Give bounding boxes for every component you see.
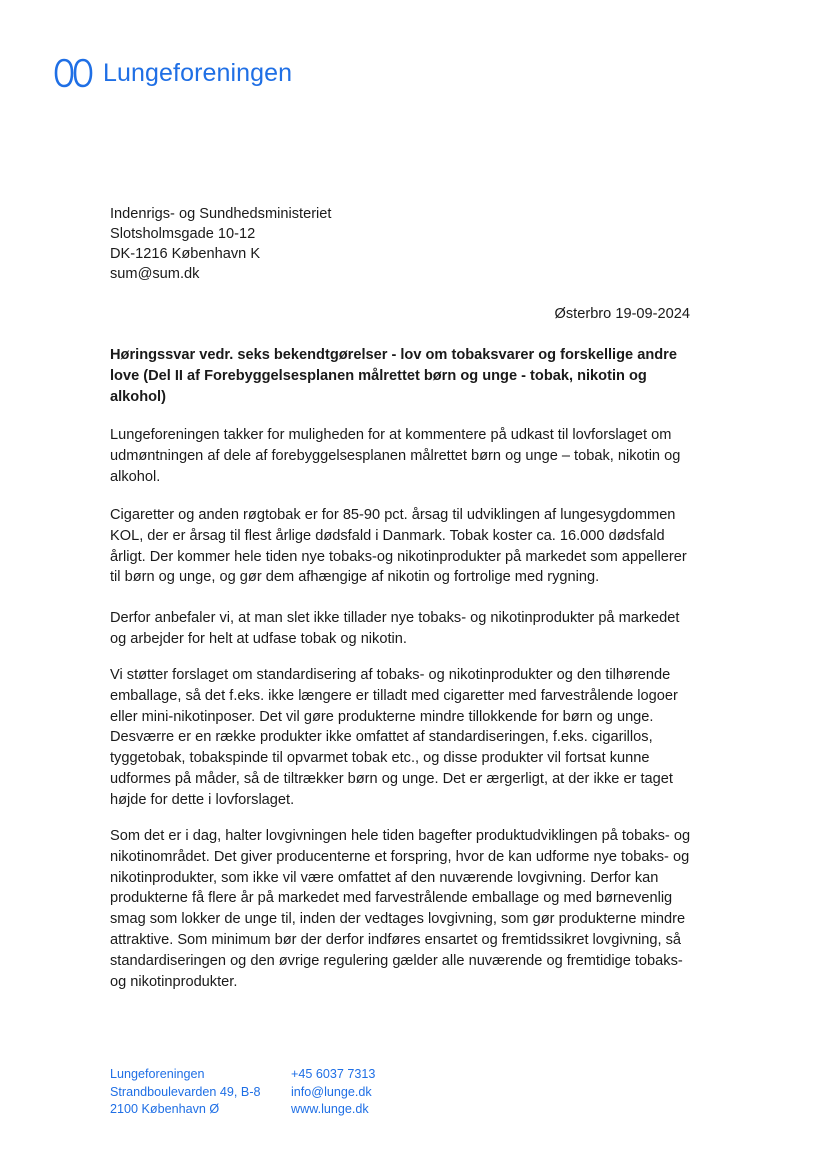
paragraph-line: smag som lokker de unge til, inden der vedtages lovgivning, som gør produkterne mindre (110, 911, 686, 928)
recipient-line: DK-1216 København K (110, 246, 261, 262)
paragraph-line: nikotinområdet. Det giver producenterne et forspring, hvor de kan udforme nye tobaks- og (110, 848, 690, 865)
paragraph-line: nikotinprodukter, som ikke vil være omfattet af den nuværende lovgivning. Derfor kan (110, 869, 659, 886)
paragraph-line: KOL, der er årsag til flest årlige dødsfald i Danmark. Tobak koster ca. 16.000 dødsfald (110, 527, 665, 544)
recipient-line: Slotsholmsgade 10-12 (110, 226, 256, 242)
footer-website[interactable]: www.lunge.dk (291, 1102, 369, 1116)
recipient-address (110, 204, 331, 284)
paragraph-line: Som det er i dag, halter lovgivningen hele tiden bagefter produktudviklingen på tobaks- og (110, 828, 691, 844)
paragraph-line: Vi støtter forslaget om standardisering af tobaks- og nikotinprodukter og den tilhørende (110, 667, 671, 683)
paragraph-line: udmøntningen af dele af forebyggelsesplanen målrettet børn og unge – tobak, nikotin og (110, 447, 681, 464)
logo (54, 58, 292, 88)
paragraph-3 (110, 608, 679, 650)
paragraph-line: standardiseringen og den øvrige regulering gælder alle nuværende og fremtidige tobaks- (110, 952, 683, 969)
paragraph-line: produkterne få flere år på markedet med farvestrålende emballage og med børnevenlig (110, 890, 673, 907)
recipient-line: Indenrigs- og Sundhedsministeriet (110, 206, 332, 222)
paragraph-line: alkohol. (110, 468, 161, 485)
recipient-email: sum@sum.dk (110, 266, 200, 282)
paragraph-2 (110, 505, 687, 588)
paragraph-line: Lungeforeningen takker for muligheden for at kommentere på udkast til lovforslaget om (110, 427, 672, 443)
paragraph-line: Desværre er en række produkter ikke omfattet af standardiseringen, f.eks. cigarillos, (110, 729, 653, 746)
paragraph-4 (110, 665, 678, 811)
paragraph-line: Cigaretter og anden røgtobak er for 85-90 pct. årsag til udviklingen af lungesygdommen (110, 507, 676, 523)
paragraph-line: tyggetobak, tobakspinde til opvarmet tobak etc., og disse produkter vil fortsat kunne (110, 750, 650, 767)
footer-city: 2100 København Ø (110, 1102, 220, 1116)
footer-contact (291, 1066, 375, 1119)
lung-logo-icon (54, 58, 93, 88)
footer-email[interactable]: info@lunge.dk (291, 1084, 372, 1099)
paragraph-line: emballage, så det f.eks. ikke længere er tilladt med cigaretter med farvestrålende logoer (110, 687, 678, 704)
letter-date: Østerbro 19-09-2024 (554, 306, 690, 322)
subject-line: alkohol) (110, 389, 166, 405)
logo-text: Lungeforeningen (103, 59, 293, 87)
paragraph-line: attraktive. Som minimum bør der derfor indføres ensartet og fremtidssikret lovgivning, så (110, 931, 681, 948)
paragraph-line: årligt. Der kommer hele tiden nye tobaks-og nikotinprodukter på markedet som appellerer (110, 548, 687, 565)
paragraph-line: og arbejder for helt at udfase tobak og nikotin. (110, 630, 407, 647)
paragraph-line: eller mini-nikotinposer. Det vil gøre produkterne mindre tillokkende for børn og unge. (110, 708, 654, 725)
paragraph-line: til børn og unge, og gør dem afhængige af nikotin og fortrolige med rygning. (110, 569, 600, 586)
footer-street: Strandboulevarden 49, B-8 (110, 1084, 261, 1099)
subject-line: Høringssvar vedr. seks bekendtgørelser - lov om tobaksvarer og forskellige andre (110, 347, 677, 363)
footer-address (110, 1066, 261, 1119)
paragraph-line: Derfor anbefaler vi, at man slet ikke tillader nye tobaks- og nikotinprodukter på markedet (110, 610, 680, 626)
footer-org-name: Lungeforeningen (110, 1067, 205, 1081)
paragraph-1 (110, 425, 680, 487)
paragraph-line: og nikotinprodukter. (110, 973, 238, 990)
subject-heading (110, 345, 695, 408)
paragraph-line: højde for dette i lovforslaget. (110, 791, 295, 808)
paragraph-line: udformes på måder, så de tiltrækker børn og unge. Det er ærgerligt, at der ikke er taget (110, 770, 673, 787)
paragraph-5 (110, 826, 690, 992)
subject-line: love (Del II af Forebyggelsesplanen målrettet børn og unge - tobak, nikotin og (110, 368, 647, 384)
footer-phone[interactable]: +45 6037 7313 (291, 1067, 376, 1081)
